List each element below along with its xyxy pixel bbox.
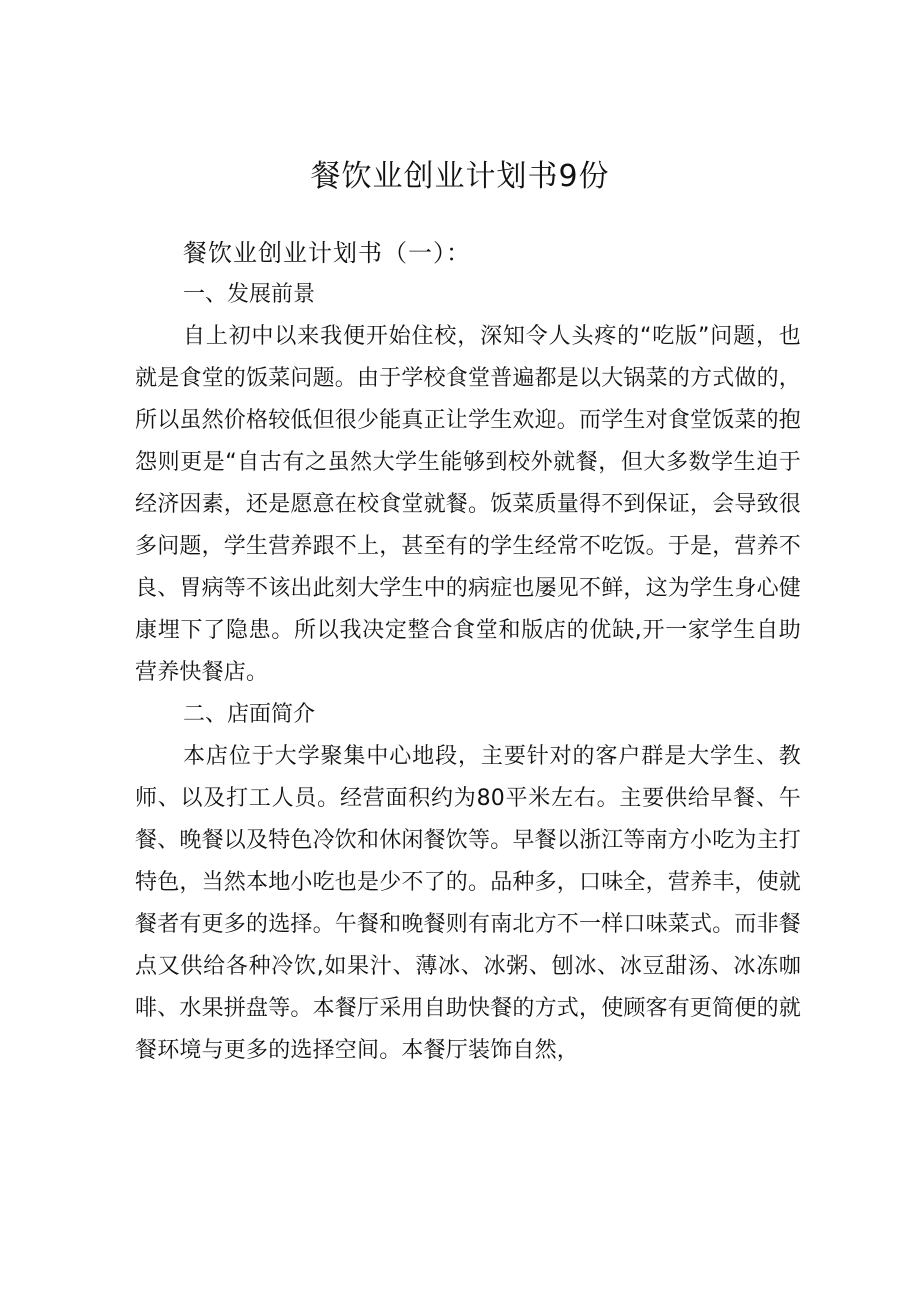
section-store-introduction bbox=[135, 694, 801, 1072]
document-title: 餐饮业创业计划书9份 bbox=[310, 159, 610, 194]
section-heading: 二、店面简介 bbox=[183, 702, 316, 727]
document-body bbox=[135, 232, 801, 1072]
section-heading: 一、发展前景 bbox=[183, 282, 316, 307]
section-paragraph: 自上初中以来我便开始住校，深知令人头疼的“吃版”问题，也就是食堂的饭菜问题。由于学校食堂普遍都是以大锅菜的方式做的，所以虽然价格较低但很少能真正让学生欢迎。而学生对食堂饭菜的抱怨则更是“自古有之虽然大学生能够到校外就餐，但大多数学生迫于经济因素，还是愿意在校食堂就餐。饭菜质量得不到保证，会导致很多问题，学生营养跟不上，甚至有的学生经常不吃饭。于是，营养不良、胃病等不该出此刻大学生中的病症也屡见不鲜，这为学生身心健康埋下了隐患。所以我决定整合食堂和版店的优缺,开一家学生自助营养快餐店。 bbox=[135, 324, 802, 685]
section-development-prospects bbox=[135, 274, 801, 694]
section-paragraph: 本店位于大学聚集中心地段，主要针对的客户群是大学生、教师、以及打工人员。经营面积约为80平米左右。主要供给早餐、午餐、晚餐以及特色冷饮和休闲餐饮等。早餐以浙江等南方小吃为主打特色，当然本地小吃也是少不了的。品种多，口味全，营养丰，使就餐者有更多的选择。午餐和晚餐则有南北方不一样口味菜式。而非餐点又供给各种冷饮,如果汁、薄冰、冰粥、刨冰、冰豆甜汤、冰冻咖啡、水果拼盘等。本餐厅采用自助快餐的方式，使顾客有更简便的就餐环境与更多的选择空间。本餐厅装饰自然， bbox=[135, 744, 802, 1063]
document-subtitle: 餐饮业创业计划书（一）： bbox=[183, 239, 471, 267]
